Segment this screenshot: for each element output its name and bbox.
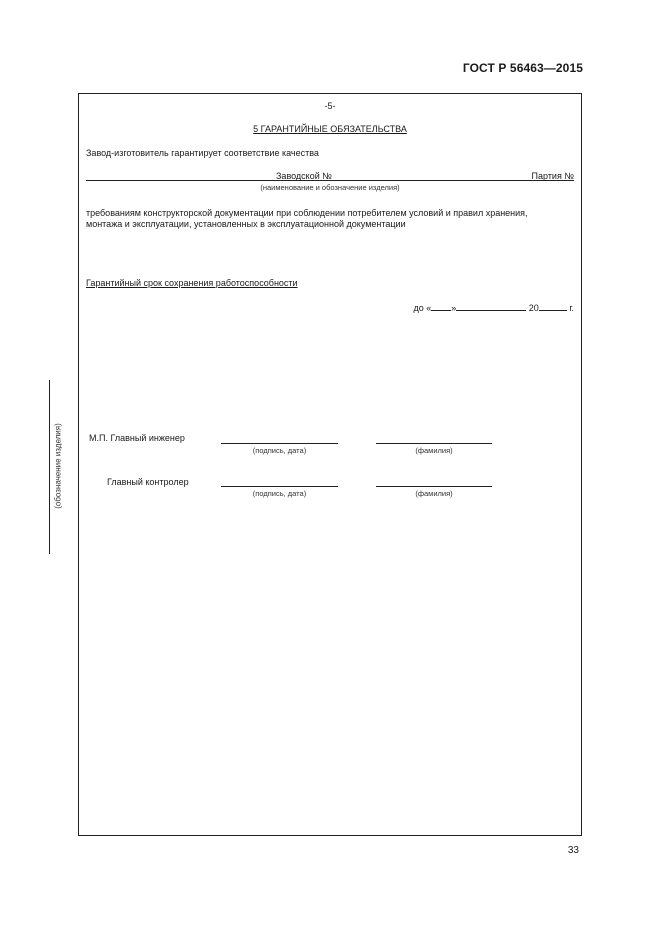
standard-header: ГОСТ Р 56463—2015	[462, 61, 583, 75]
section-title: 5 ГАРАНТИЙНЫЕ ОБЯЗАТЕЛЬСТВА	[253, 124, 407, 134]
serial-number-label: Заводской №	[276, 171, 332, 181]
warranty-period-label: Гарантийный срок сохранения работоспособности	[86, 278, 298, 288]
chief-engineer-signature-line[interactable]	[221, 443, 338, 444]
chief-engineer-surname-line[interactable]	[376, 443, 492, 444]
until-month-field[interactable]	[456, 302, 526, 311]
requirements-line-1: требованиям конструкторской документации при соблюдении потребителем условий и правил хранения,	[86, 208, 528, 218]
batch-number-label: Партия №	[531, 171, 574, 181]
chief-engineer-signature-caption: (подпись, дата)	[252, 446, 307, 455]
until-year-prefix: 20	[528, 303, 539, 313]
until-prefix: до «	[413, 303, 432, 313]
chief-controller-signature-caption: (подпись, дата)	[252, 489, 307, 498]
chief-controller-signature-line[interactable]	[221, 486, 338, 487]
until-day-field[interactable]	[431, 302, 451, 311]
chief-controller-surname-line[interactable]	[376, 486, 492, 487]
form-frame	[78, 93, 582, 836]
page-marker: -5-	[324, 101, 336, 111]
until-date-line	[413, 302, 574, 313]
chief-engineer-label: М.П. Главный инженер	[89, 433, 185, 443]
side-binding-line	[49, 380, 50, 554]
requirements-line-2: монтажа и эксплуатации, установленных в эксплуатационной документации	[86, 219, 406, 229]
until-suffix: г.	[569, 303, 574, 313]
until-quote-close: »	[451, 303, 457, 313]
side-product-designation-label: (обозначение изделия)	[53, 423, 63, 509]
until-year-field[interactable]	[539, 302, 567, 311]
chief-controller-label: Главный контролер	[107, 477, 189, 487]
product-caption: (наименование и обозначение изделия)	[260, 183, 400, 192]
chief-controller-surname-caption: (фамилия)	[415, 489, 453, 498]
page-number: 33	[567, 845, 579, 856]
intro-text: Завод-изготовитель гарантирует соответствие качества	[86, 148, 319, 158]
chief-engineer-surname-caption: (фамилия)	[415, 446, 453, 455]
